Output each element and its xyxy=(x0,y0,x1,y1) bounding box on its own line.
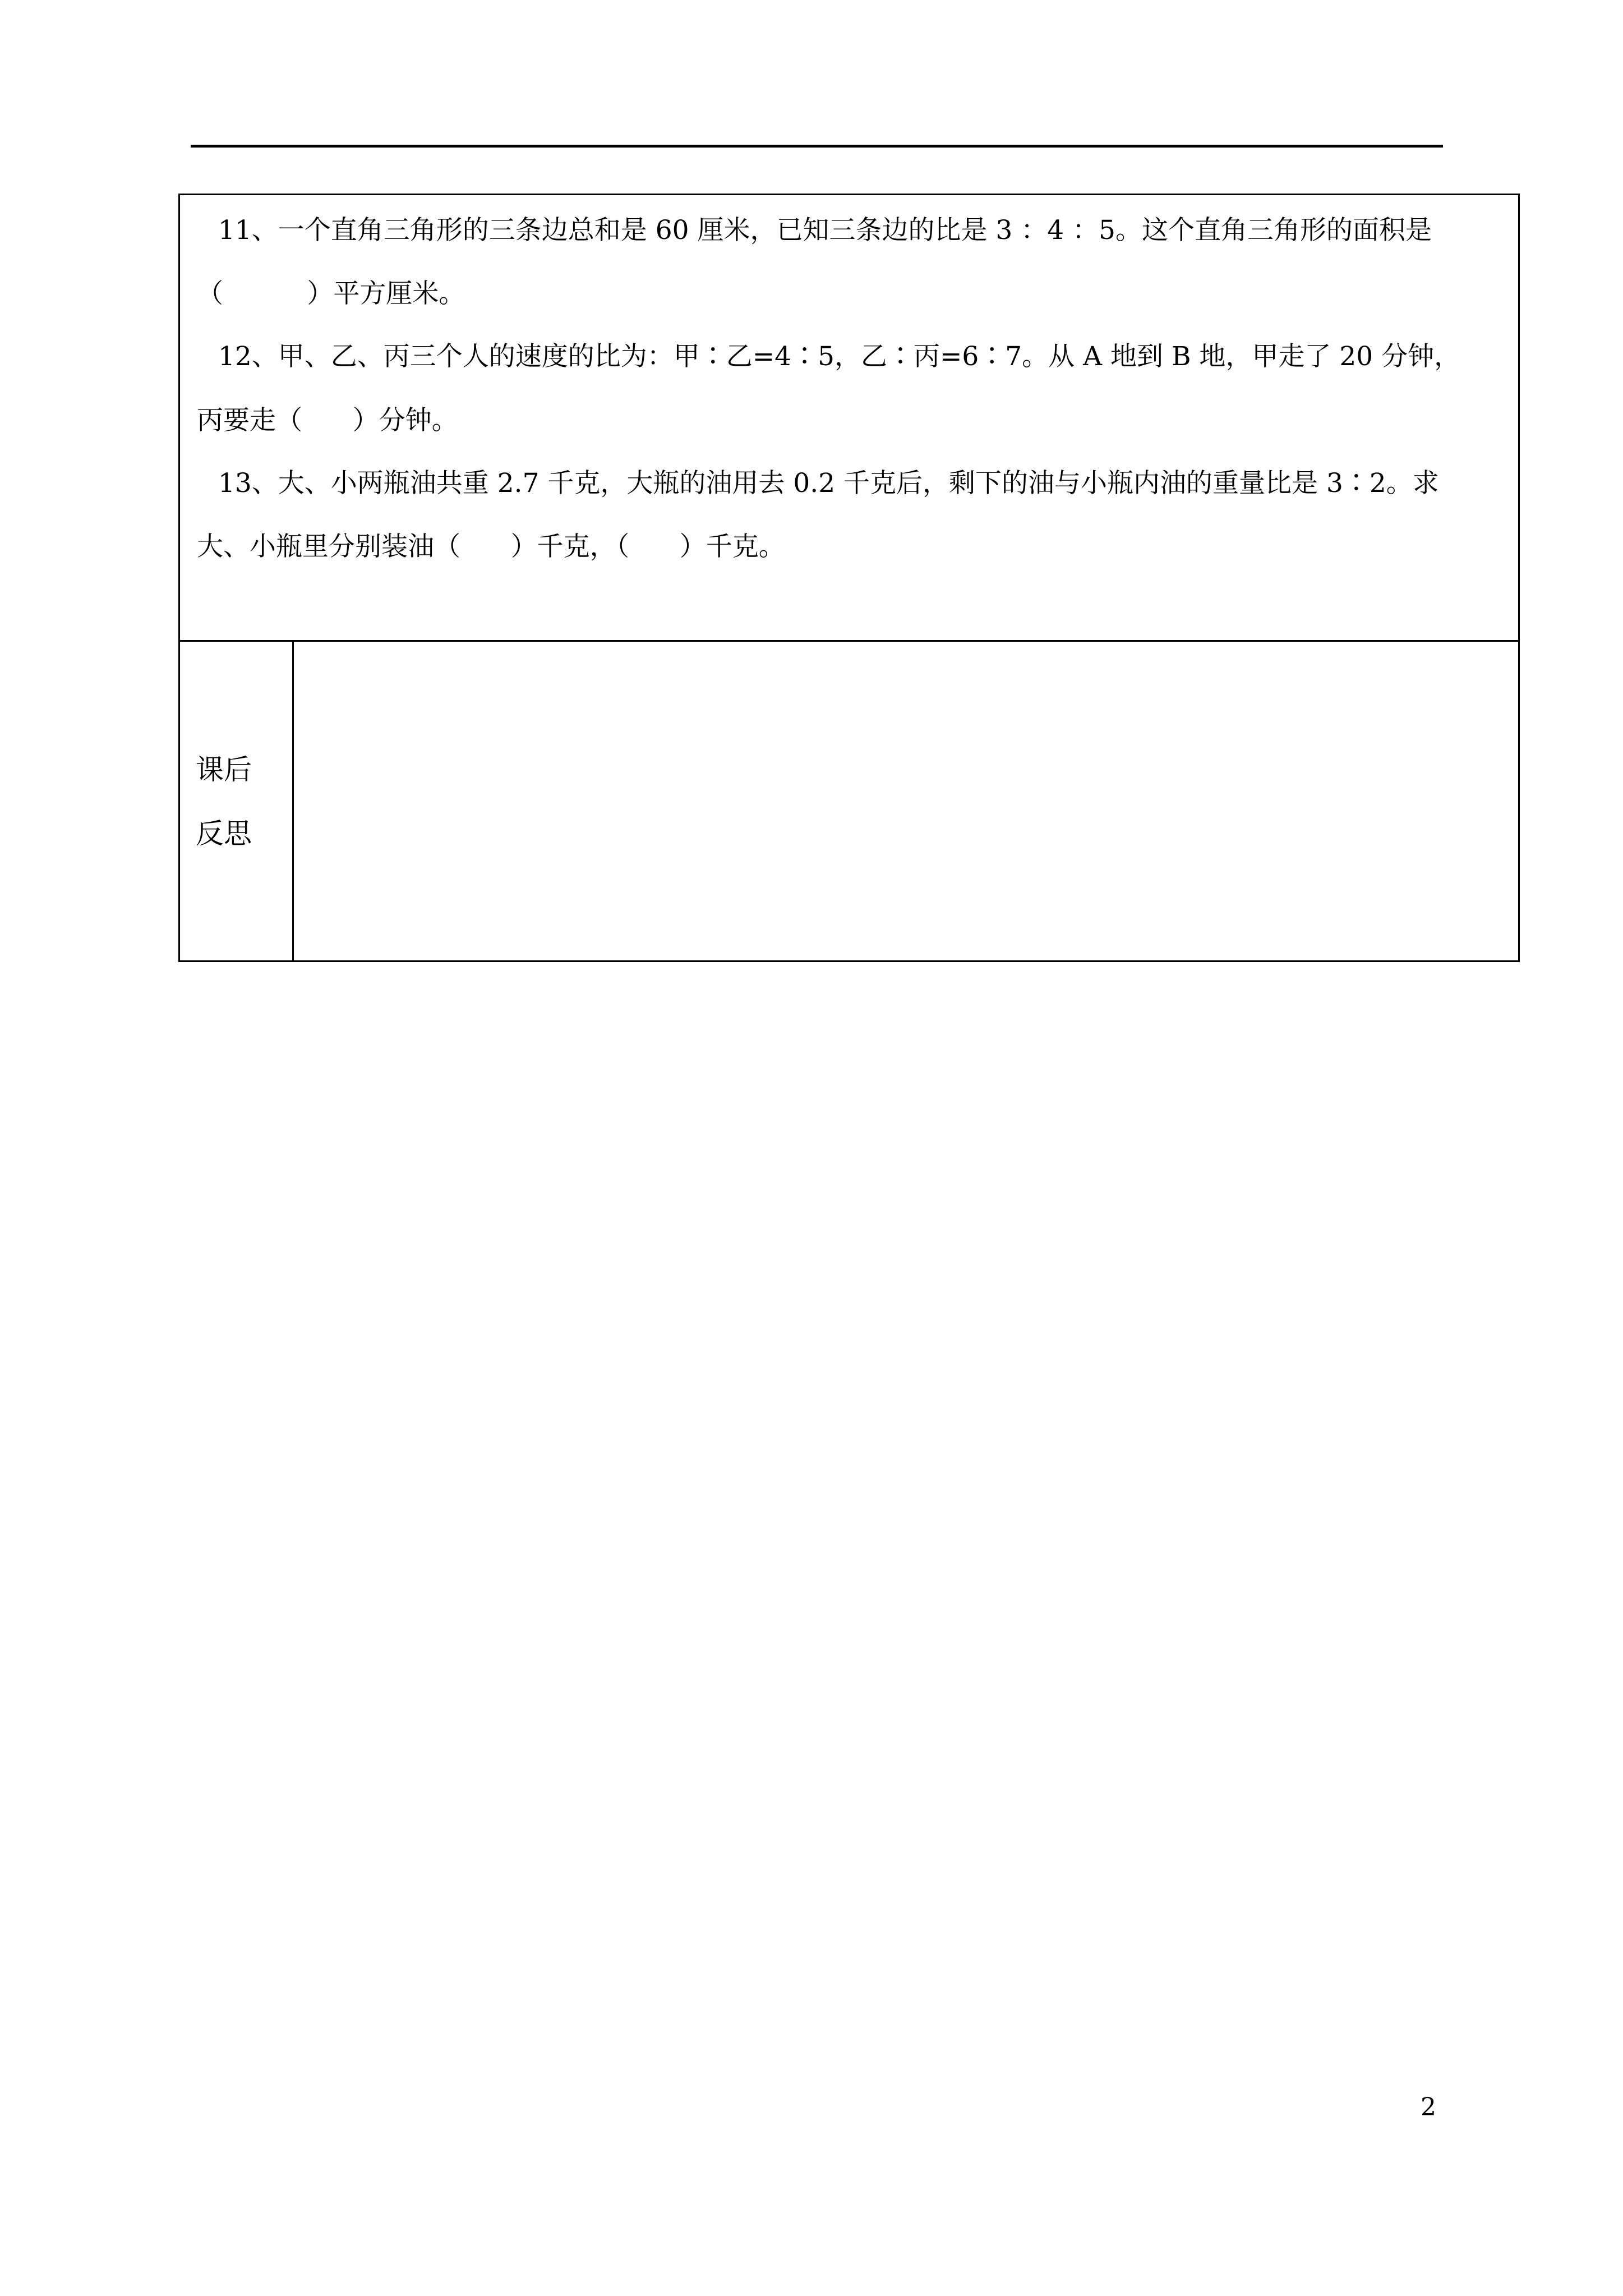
page-number: 2 xyxy=(1421,2093,1436,2122)
question-13-line-2: 大、小瓶里分别装油（ ）千克，（ ）千克。 xyxy=(197,531,785,562)
question-13-line-1: 13、大、小两瓶油共重 2.7 千克，大瓶的油用去 0.2 千克后，剩下的油与小瓶内油的重量比是 3∶2。求 xyxy=(218,468,1439,499)
reflection-label-line-2: 反思 xyxy=(196,817,252,850)
question-11-line-2: （ ）平方厘米。 xyxy=(197,278,465,309)
reflection-label-line-1: 课后 xyxy=(196,753,252,786)
questions-cell xyxy=(180,195,1518,642)
question-12-line-1: 12、甲、乙、丙三个人的速度的比为：甲∶乙=4∶5，乙∶丙=6∶7。从 A 地到 B 地，甲走了 20 分钟， xyxy=(218,341,1461,372)
header-rule xyxy=(191,145,1443,148)
worksheet-table xyxy=(178,194,1520,962)
reflection-label-cell xyxy=(180,642,294,962)
question-12-line-2: 丙要走（ ）分钟。 xyxy=(197,405,458,436)
reflection-content-cell[interactable] xyxy=(294,642,1518,962)
question-11-line-1: 11、一个直角三角形的三条边总和是 60 厘米，已知三条边的比是 3 ：4 ：5。这个直角三角形的面积是 xyxy=(218,215,1432,246)
